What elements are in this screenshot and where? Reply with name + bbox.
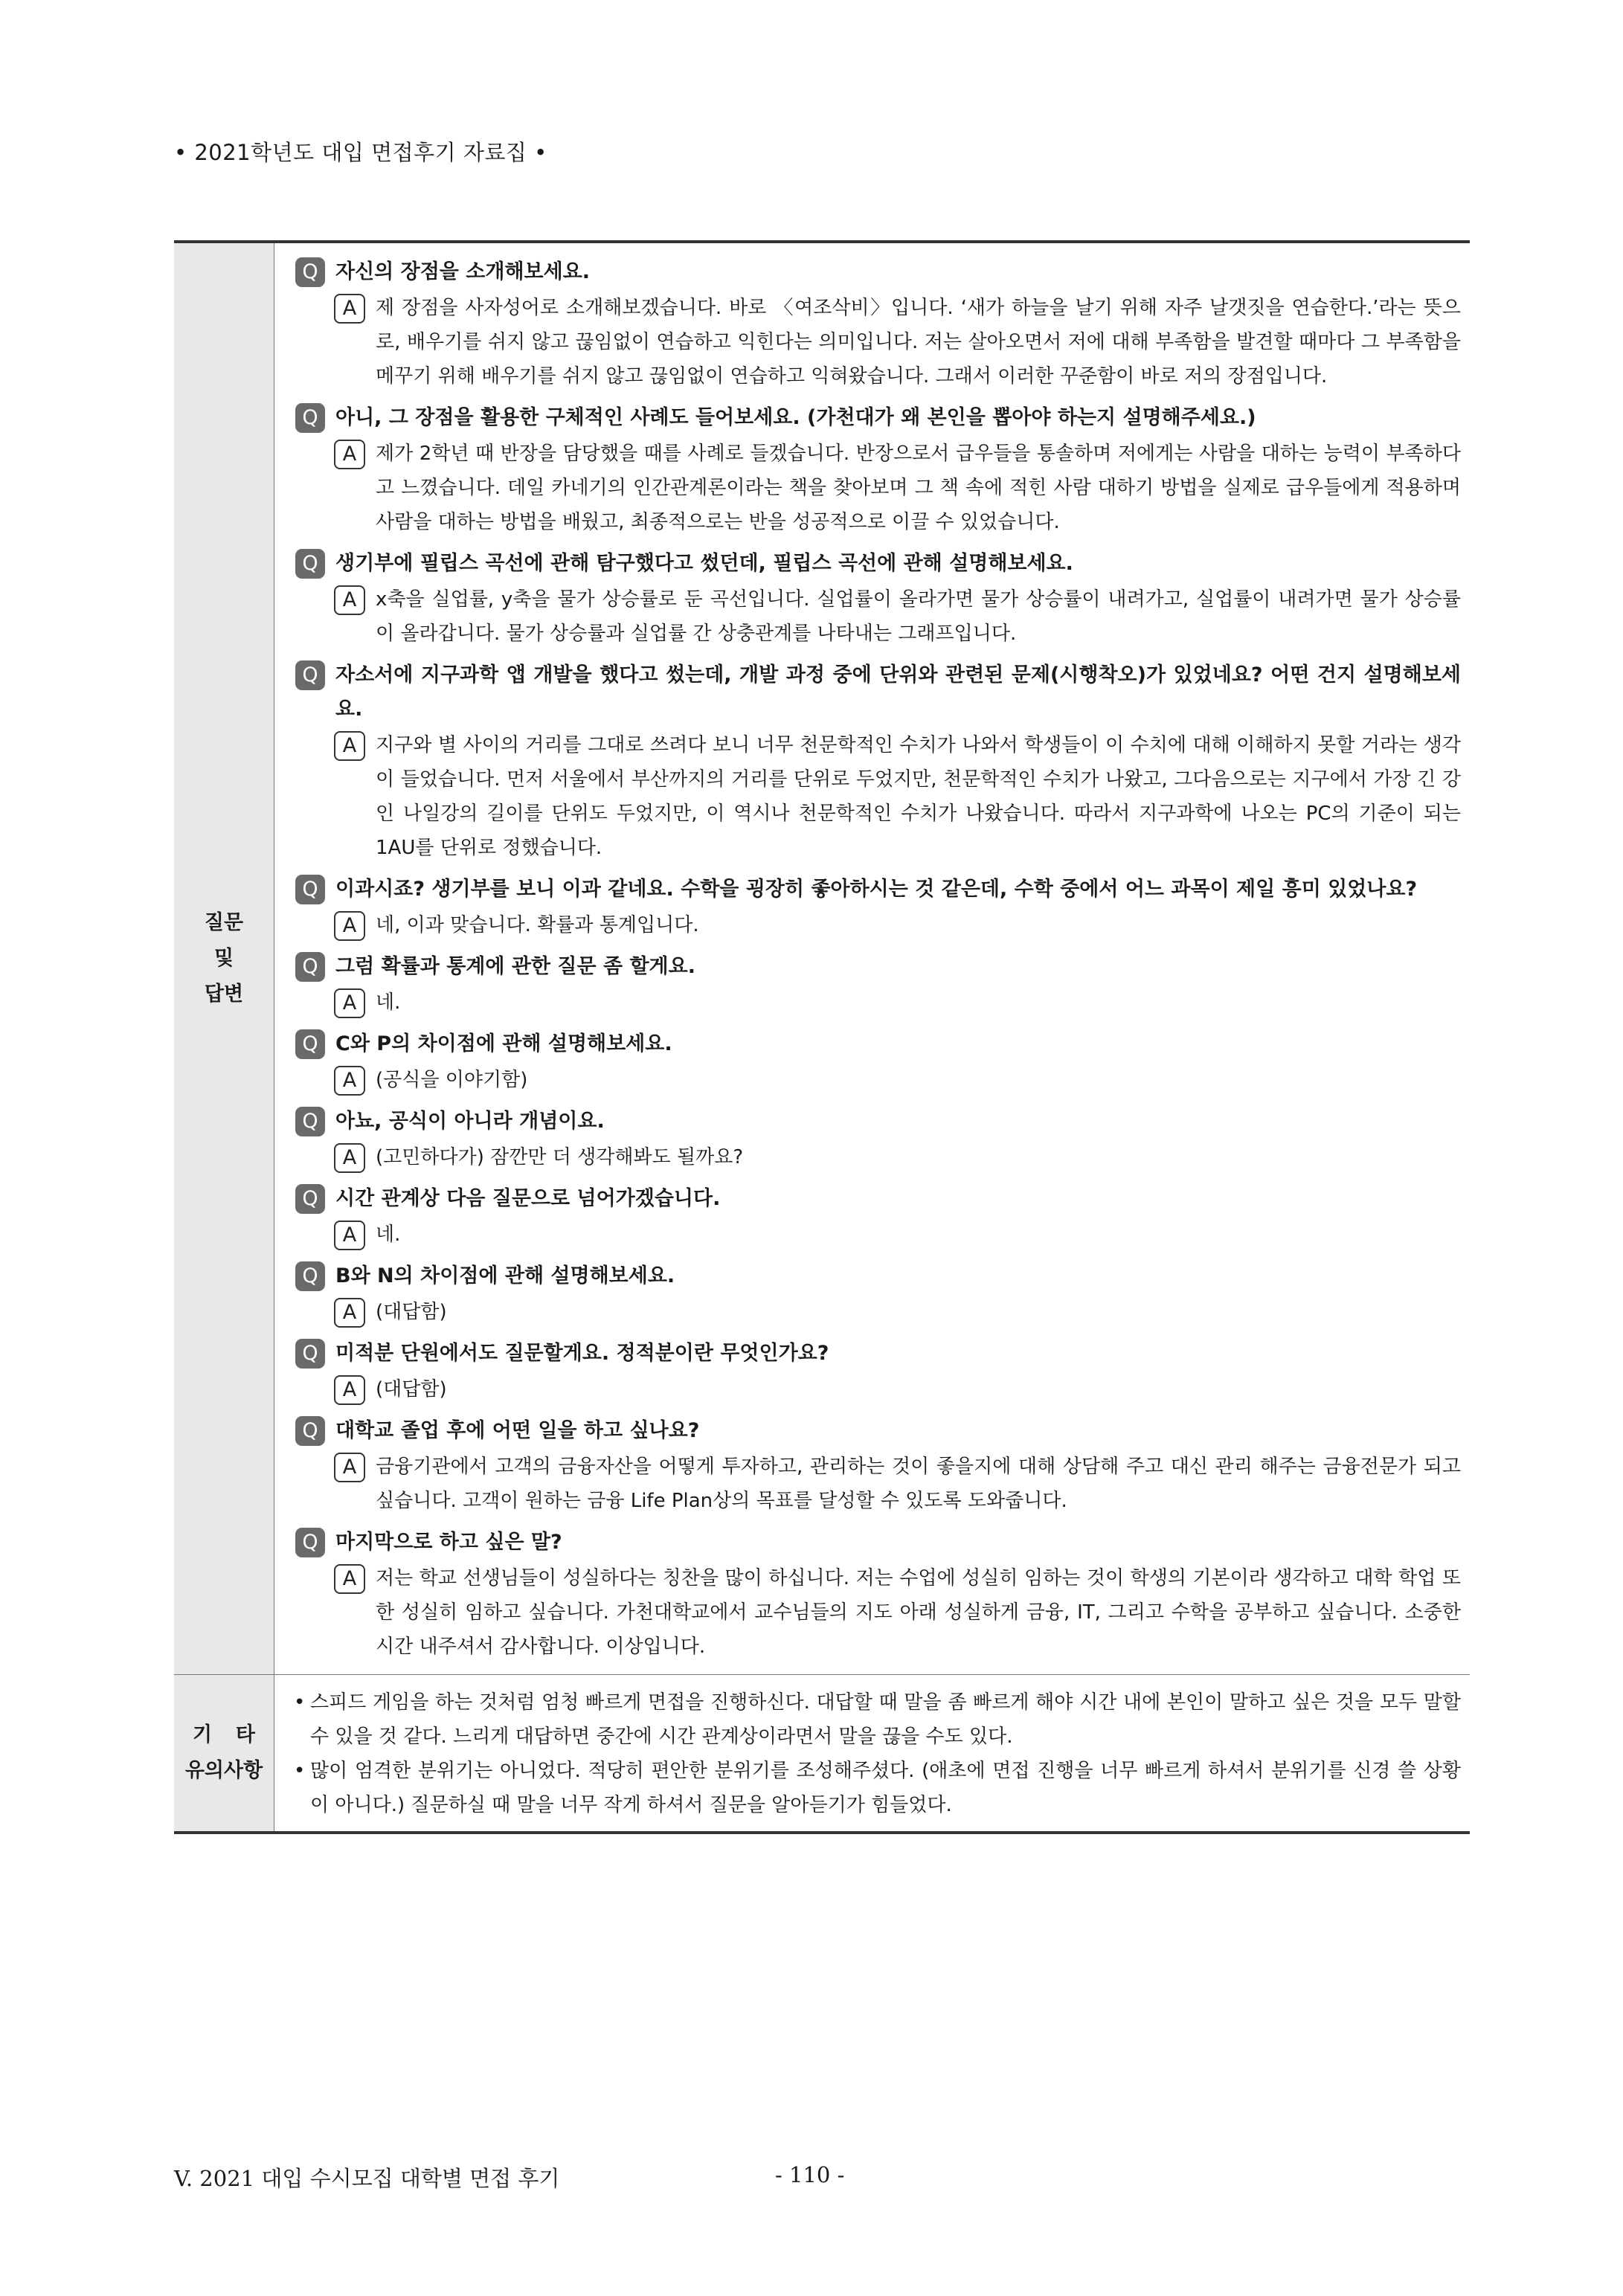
answer-text: 저는 학교 선생님들이 성실하다는 칭찬을 많이 하십니다. 저는 수업에 성실히 임하는 것이 학생의 기본이라 생각하고 대학 학업 또한 성실히 임하고 싶습니다. 가천대학교에서 교수님들의 지도 아래 성실하게 금융, IT, 그리고 수학을 공부하고 싶습니다. 소중한 시간 내주셔서 감사합니다. 이상입니다. xyxy=(376,1567,1461,1658)
answer-text: (대답함) xyxy=(376,1301,447,1323)
qa-row xyxy=(174,243,1470,1674)
question xyxy=(295,401,1461,435)
question-text: 마지막으로 하고 싶은 말? xyxy=(335,1531,562,1554)
a-marker-icon: A xyxy=(334,1143,365,1173)
a-marker-icon: A xyxy=(334,440,365,469)
question-text: 대학교 졸업 후에 어떤 일을 하고 싶나요? xyxy=(335,1419,700,1442)
a-marker-icon: A xyxy=(334,1221,365,1250)
question xyxy=(295,950,1461,984)
a-marker-icon: A xyxy=(334,1375,365,1405)
q-marker-icon: Q xyxy=(295,875,325,904)
answer-text: (대답함) xyxy=(376,1378,447,1401)
answer xyxy=(295,985,1461,1020)
question xyxy=(295,1104,1461,1139)
answer xyxy=(295,1450,1461,1518)
a-marker-icon: A xyxy=(334,731,365,761)
answer-text: 네, 이과 맞습니다. 확률과 통계입니다. xyxy=(376,914,699,936)
notes-label-char: 기 xyxy=(192,1723,213,1746)
q-marker-icon: Q xyxy=(295,1261,325,1291)
q-marker-icon: Q xyxy=(295,1184,325,1214)
notes-label xyxy=(174,1675,274,1831)
q-marker-icon: Q xyxy=(295,1528,325,1557)
answer xyxy=(295,1140,1461,1174)
answer-text: x축을 실업률, y축을 물가 상승률로 둔 곡선입니다. 실업률이 올라가면 물가 상승률이 내려가고, 실업률이 내려가면 물가 상승률이 올라갑니다. 물가 상승률과 실업률 간 상충관계를 나타내는 그래프입니다. xyxy=(376,588,1461,645)
footer-section: V. 2021 대입 수시모집 대학별 면접 후기 xyxy=(174,2166,560,2191)
a-marker-icon: A xyxy=(334,988,365,1018)
note-item: • 많이 엄격한 분위기는 아니었다. 적당히 편안한 분위기를 조성해주셨다. (애초에 면접 진행을 너무 빠르게 하셔서 분위기를 신경 쓸 상황이 아니다.) 질문하실 때 말을 너무 작게 하셔서 질문을 알아듣기가 힘들었다. xyxy=(291,1754,1461,1822)
answer-text: 제가 2학년 때 반장을 담당했을 때를 사례로 들겠습니다. 반장으로서 급우들을 통솔하며 저에게는 사람을 대하는 능력이 부족하다고 느꼈습니다. 데일 카네기의 인간관계론이라는 책을 찾아보며 그 책 속에 적힌 사람 대하기 방법을 실제로 급우들에게 적용하며 사람을 대하는 방법을 배웠고, 최종적으로는 반을 성공적으로 이끌 수 있었습니다. xyxy=(376,443,1461,533)
question-text: 시간 관계상 다음 질문으로 넘어가겠습니다. xyxy=(335,1187,721,1210)
a-marker-icon: A xyxy=(334,1298,365,1328)
qa-label xyxy=(174,243,274,1674)
q-marker-icon: Q xyxy=(295,1107,325,1136)
a-marker-icon: A xyxy=(334,911,365,941)
q-marker-icon: Q xyxy=(295,1339,325,1369)
answer xyxy=(295,582,1461,651)
answer-text: (고민하다가) 잠깐만 더 생각해봐도 될까요? xyxy=(376,1146,744,1168)
question xyxy=(295,1259,1461,1293)
q-marker-icon: Q xyxy=(295,257,325,287)
answer xyxy=(295,1561,1461,1664)
answer-text: 지구와 별 사이의 거리를 그대로 쓰려다 보니 너무 천문학적인 수치가 나와서 학생들이 이 수치에 대해 이해하지 못할 거라는 생각이 들었습니다. 먼저 서울에서 부산까지의 거리를 단위로 두었지만, 천문학적인 수치가 나왔고, 그다음으로는 지구에서 가장 긴 강인 나일강의 길이를 단위도 두었지만, 이 역시나 천문학적인 수치가 나왔습니다. 따라서 지구과학에 나오는 PC의 기준이 되는 1AU를 단위로 정했습니다. xyxy=(376,734,1461,859)
a-marker-icon: A xyxy=(334,1453,365,1482)
answer-text: 금융기관에서 고객의 금융자산을 어떻게 투자하고, 관리하는 것이 좋을지에 대해 상담해 주고 대신 관리 해주는 금융전문가 되고 싶습니다. 고객이 원하는 금융 Life Plan상의 목표를 달성할 수 있도록 도와줍니다. xyxy=(376,1456,1461,1512)
q-marker-icon: Q xyxy=(295,952,325,982)
question-text: 생기부에 필립스 곡선에 관해 탐구했다고 썼던데, 필립스 곡선에 관해 설명해보세요. xyxy=(335,552,1073,575)
answer xyxy=(295,437,1461,539)
a-marker-icon: A xyxy=(334,1066,365,1096)
question-text: 그럼 확률과 통계에 관한 질문 좀 할게요. xyxy=(335,955,695,978)
question xyxy=(295,1337,1461,1371)
a-marker-icon: A xyxy=(334,1564,365,1594)
interview-table xyxy=(174,240,1470,1834)
q-marker-icon: Q xyxy=(295,1416,325,1446)
answer xyxy=(295,908,1461,942)
page-number: - 110 - xyxy=(775,2162,845,2187)
answer-text: 네. xyxy=(376,991,401,1014)
q-marker-icon: Q xyxy=(295,403,325,433)
answer xyxy=(295,1218,1461,1252)
a-marker-icon: A xyxy=(334,585,365,615)
a-marker-icon: A xyxy=(334,294,365,324)
question xyxy=(295,1182,1461,1216)
qa-label-line: 및 xyxy=(213,947,234,970)
question xyxy=(295,547,1461,581)
answer xyxy=(295,728,1461,865)
answer xyxy=(295,1372,1461,1406)
qa-content xyxy=(274,243,1470,1674)
answer-text: (공식을 이야기함) xyxy=(376,1069,528,1091)
q-marker-icon: Q xyxy=(295,660,325,690)
qa-label-line: 질문 xyxy=(204,911,244,934)
question-text: 이과시죠? 생기부를 보니 이과 같네요. 수학을 굉장히 좋아하시는 것 같은데, 수학 중에서 어느 과목이 제일 흥미 있었나요? xyxy=(335,878,1418,901)
page-header: • 2021학년도 대입 면접후기 자료집 • xyxy=(174,140,547,165)
notes-label-line: 유의사항 xyxy=(184,1759,263,1782)
q-marker-icon: Q xyxy=(295,1029,325,1059)
notes-label-char: 타 xyxy=(235,1723,255,1746)
note-item: • 스피드 게임을 하는 것처럼 엄청 빠르게 면접을 진행하신다. 대답할 때 말을 좀 빠르게 해야 시간 내에 본인이 말하고 싶은 것을 모두 말할 수 있을 것 같다. 느리게 대답하면 중간에 시간 관계상이라면서 말을 끊을 수도 있다. xyxy=(291,1685,1461,1754)
answer-text: 네. xyxy=(376,1223,401,1246)
qa-label-line: 답변 xyxy=(204,983,244,1006)
question-text: 자신의 장점을 소개해보세요. xyxy=(335,260,591,283)
question xyxy=(295,1027,1461,1061)
question xyxy=(295,1525,1461,1560)
answer xyxy=(295,1063,1461,1097)
notes-content xyxy=(274,1675,1470,1831)
question-text: 아뇨, 공식이 아니라 개념이요. xyxy=(335,1110,605,1133)
answer xyxy=(295,291,1461,393)
question-text: B와 N의 차이점에 관해 설명해보세요. xyxy=(335,1264,675,1287)
notes-row xyxy=(174,1674,1470,1831)
question-text: C와 P의 차이점에 관해 설명해보세요. xyxy=(335,1032,672,1055)
question xyxy=(295,255,1461,289)
q-marker-icon: Q xyxy=(295,549,325,579)
question-text: 아니, 그 장점을 활용한 구체적인 사례도 들어보세요. (가천대가 왜 본인을 뽑아야 하는지 설명해주세요.) xyxy=(335,406,1256,429)
question-text: 자소서에 지구과학 앱 개발을 했다고 썼는데, 개발 과정 중에 단위와 관련된 문제(시행착오)가 있었네요? 어떤 건지 설명해보세요. xyxy=(335,663,1461,721)
answer-text: 제 장점을 사자성어로 소개해보겠습니다. 바로 〈여조삭비〉입니다. ‘새가 하늘을 날기 위해 자주 날갯짓을 연습한다.’라는 뜻으로, 배우기를 쉬지 않고 끊임없이 연습하고 익힌다는 의미입니다. 저는 살아오면서 저에 대해 부족함을 발견할 때마다 그 부족함을 메꾸기 위해 배우기를 쉬지 않고 끊임없이 연습하고 익혀왔습니다. 그래서 이러한 꾸준함이 바로 저의 장점입니다. xyxy=(376,297,1461,388)
answer xyxy=(295,1295,1461,1329)
question-text: 미적분 단원에서도 질문할게요. 정적분이란 무엇인가요? xyxy=(335,1342,829,1365)
question xyxy=(295,872,1461,907)
question xyxy=(295,658,1461,727)
question xyxy=(295,1414,1461,1448)
